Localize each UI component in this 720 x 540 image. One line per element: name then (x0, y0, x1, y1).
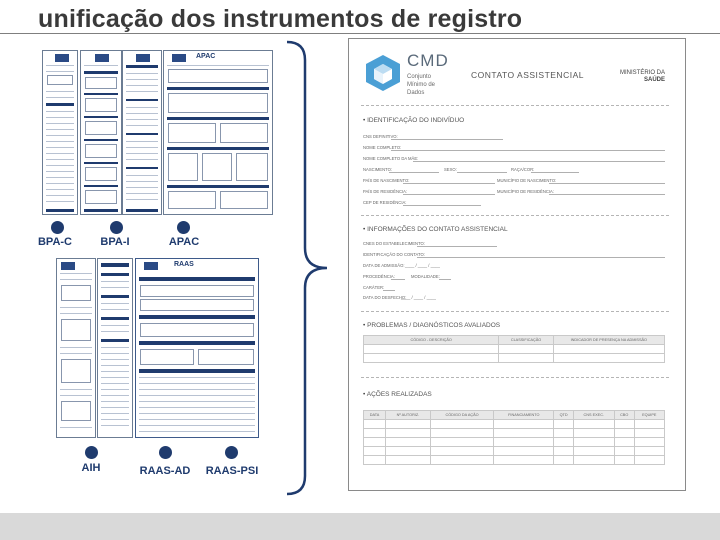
form-label-aih: AIH (81, 462, 101, 474)
field-value-data-desfecho: ____ / ____ / ____ (401, 295, 436, 300)
table-header-cell: FINANCIAMENTO (494, 411, 554, 420)
field-label-pais-residencia: PAÍS DE RESIDÊNCIA: (363, 189, 408, 194)
form-label-apac: APAC (168, 236, 200, 248)
field-line (457, 172, 507, 173)
form-label-bpa-i: BPA-I (100, 236, 130, 248)
field-line (531, 172, 579, 173)
table-header-row (364, 336, 665, 345)
form-logo-icon (172, 54, 186, 62)
table-header-cell: CÓDIGO DA AÇÃO (430, 411, 493, 420)
form-thumbnail-bpa-i (80, 50, 122, 215)
slide-title: unificação dos instrumentos de registro (38, 5, 523, 33)
table-header-cell: EQUIPE (634, 411, 664, 420)
acoes-table (363, 410, 665, 465)
field-label-nascimento: NASCIMENTO: (363, 167, 393, 172)
form-logo-icon (144, 262, 158, 270)
table-row (364, 345, 665, 354)
form-thumbnail-bpa-c (42, 50, 78, 215)
table-header-row (364, 411, 665, 420)
field-label-identificacao-contato: IDENTIFICAÇÃO DO CONTATO: (363, 252, 425, 257)
field-line (391, 139, 503, 140)
field-label-modalidade: MODALIDADE: (411, 274, 440, 279)
section-divider (361, 215, 669, 216)
field-line (403, 194, 495, 195)
raas-header-text: RAAS (174, 261, 194, 268)
form-marker-dot (110, 221, 123, 234)
form-logo-icon (61, 262, 75, 270)
field-label-data-admissao: DATA DE ADMISSÃO: (363, 263, 405, 268)
field-label-cep: CEP DE RESIDÊNCIA: (363, 200, 407, 205)
form-thumbnail-aih-page-2 (97, 258, 133, 438)
form-marker-dot (85, 446, 98, 459)
form-thumbnail-aih (56, 258, 96, 438)
right-brace-icon (285, 40, 331, 496)
form-label-raas-ad: RAAS-AD (139, 465, 191, 477)
cmd-document (348, 38, 686, 491)
table-header-cell: CLASSIFICAÇÃO (499, 336, 553, 345)
field-label-data-desfecho: DATA DO DESFECHO: (363, 295, 407, 300)
cmd-document-title: CONTATO ASSISTENCIAL (471, 70, 584, 80)
section-heading-contato: • INFORMAÇÕES DO CONTATO ASSISTENCIAL (363, 226, 508, 233)
table-row (364, 438, 665, 447)
field-label-carater: CARÁTER: (363, 285, 385, 290)
problemas-table (363, 335, 665, 363)
section-divider (361, 377, 669, 378)
form-label-bpa-c: BPA-C (37, 236, 72, 248)
field-label-procedencia: PROCEDÊNCIA: (363, 274, 395, 279)
apac-header-text: APAC (196, 53, 216, 60)
ministry-logo: MINISTÉRIO DA SAÚDE (619, 70, 665, 83)
field-label-municipio-nascimento: MUNICÍPIO DE NASCIMENTO: (497, 178, 557, 183)
form-marker-dot (51, 221, 64, 234)
field-label-pais-nascimento: PAÍS DE NASCIMENTO: (363, 178, 410, 183)
field-label-sexo: SEXO: (444, 167, 457, 172)
field-line (417, 257, 665, 258)
form-thumbnail-apac (163, 50, 273, 215)
field-label-cnes: CNES DO ESTABELECIMENTO: (363, 241, 425, 246)
form-logo-icon (95, 54, 109, 62)
field-label-municipio-residencia: MUNICÍPIO DE RESIDÊNCIA: (497, 189, 555, 194)
section-divider (361, 311, 669, 312)
form-thumbnail-raas (135, 258, 259, 438)
table-header-cell: CBO (614, 411, 634, 420)
field-line (389, 172, 439, 173)
form-label-raas-psi: RAAS-PSI (205, 465, 259, 477)
section-heading-acoes: • AÇÕES REALIZADAS (363, 391, 432, 398)
field-value-data-admissao: ____ / ____ / ____ (405, 263, 440, 268)
section-heading-identificacao: • IDENTIFICAÇÃO DO INDIVÍDUO (363, 117, 464, 124)
cmd-logo-subtitle: Conjunto Mínimo de Dados (407, 74, 436, 96)
field-line (549, 194, 665, 195)
field-label-nome: NOME COMPLETO: (363, 145, 402, 150)
table-header-cell: Nº AUTORIZ. (386, 411, 431, 420)
form-logo-icon (55, 54, 69, 62)
table-row (364, 429, 665, 438)
field-line (549, 183, 665, 184)
field-line (383, 290, 395, 291)
field-line (403, 183, 495, 184)
field-line (403, 205, 481, 206)
footer-band (0, 513, 720, 540)
table-header-cell: INDICADOR DE PRESENÇA NA ADMISSÃO (553, 336, 664, 345)
form-logo-icon (136, 54, 150, 62)
form-marker-dot (177, 221, 190, 234)
field-label-raca: RAÇA/COR: (511, 167, 535, 172)
cmd-cube-logo-icon (363, 53, 403, 93)
table-header-cell: CNS EXEC. (573, 411, 614, 420)
field-label-cns: CNS DEFINITIVO: (363, 134, 398, 139)
table-header-cell: CÓDIGO - DESCRIÇÃO (364, 336, 499, 345)
form-marker-dot (159, 446, 172, 459)
section-divider (361, 105, 669, 106)
section-heading-problemas: • PROBLEMAS / DIAGNÓSTICOS AVALIADOS (363, 322, 500, 329)
table-row (364, 354, 665, 363)
title-divider (0, 33, 720, 34)
field-line (439, 279, 451, 280)
field-line (391, 279, 405, 280)
table-header-cell: QTD (554, 411, 573, 420)
table-row (364, 456, 665, 465)
table-row (364, 420, 665, 429)
field-line (391, 150, 665, 151)
table-row (364, 447, 665, 456)
form-marker-dot (225, 446, 238, 459)
cmd-logo-word: CMD (407, 51, 449, 70)
field-label-mae: NOME COMPLETO DA MÃE: (363, 156, 419, 161)
field-line (413, 161, 665, 162)
field-line (417, 246, 497, 247)
form-thumbnail-bpa-i-page-2 (122, 50, 162, 215)
table-header-cell: DATA (364, 411, 386, 420)
